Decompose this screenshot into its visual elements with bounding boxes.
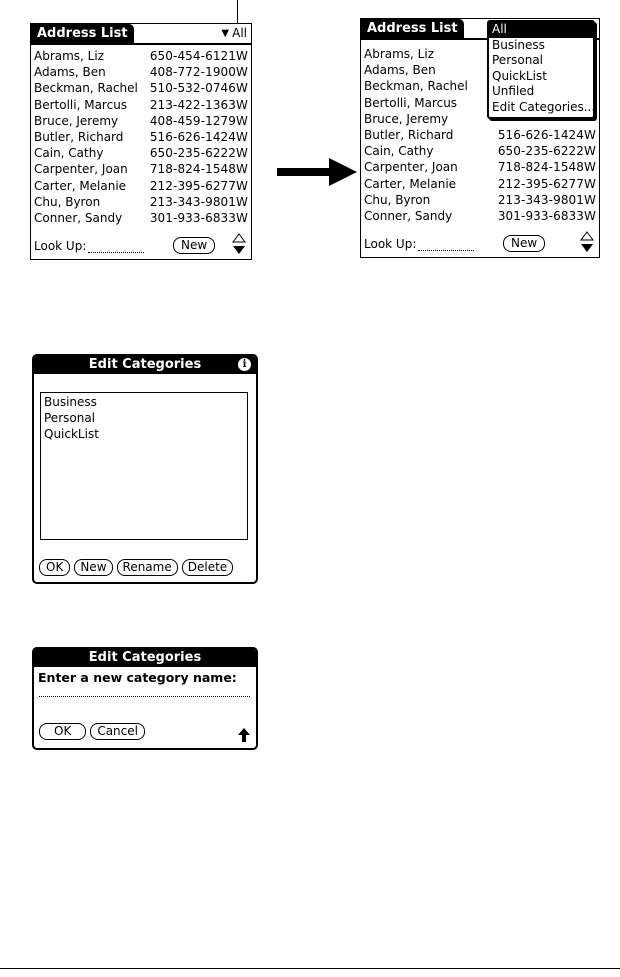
lookup-input[interactable] [418, 239, 474, 251]
category-option-personal[interactable]: Personal [492, 53, 544, 67]
list-item[interactable]: Business [44, 395, 97, 409]
category-picker-label: All [232, 26, 247, 40]
list-item[interactable]: Adams, Ben [364, 63, 436, 78]
list-item[interactable]: Carpenter, Joan 718-824-1548W [364, 160, 596, 175]
dialog-button-row [39, 723, 145, 740]
dropdown-triangle-icon: ▼ [221, 28, 230, 39]
lookup-label: Look Up: [364, 237, 417, 251]
dialog-button-row [39, 559, 233, 576]
list-item[interactable]: Abrams, Liz 650-454-6121W [34, 49, 248, 63]
new-button[interactable]: New [173, 237, 215, 254]
category-option-business[interactable]: Business [492, 37, 545, 52]
category-list [40, 392, 248, 540]
category-menu [487, 20, 595, 119]
list-item[interactable]: Carter, Melanie 212-395-6277W [34, 178, 248, 193]
category-option-unfiled[interactable]: Unfiled [492, 84, 535, 98]
address-list-screen [30, 23, 252, 260]
list-item[interactable]: Cain, Cathy 650-235-6222W [34, 146, 248, 161]
contact-list [34, 48, 248, 226]
list-item[interactable]: Bruce, Jeremy 408-459-1279W [34, 113, 248, 128]
dialog-title: Edit Categories [34, 649, 256, 667]
list-item[interactable]: Beckman, Rachel [364, 79, 468, 94]
lookup-input[interactable] [88, 241, 144, 253]
address-list-title-tab: Address List [361, 19, 464, 39]
shift-up-arrow-icon[interactable] [238, 728, 250, 742]
list-item[interactable]: Conner, Sandy 301-933-6833W [364, 208, 596, 223]
info-icon[interactable]: i [238, 358, 251, 371]
list-item[interactable]: Personal [44, 411, 96, 425]
new-button[interactable]: New [503, 235, 545, 252]
edit-categories-dialog [32, 354, 258, 584]
list-item[interactable]: Carpenter, Joan 718-824-1548W [34, 162, 248, 177]
list-item[interactable]: Abrams, Liz [364, 47, 435, 61]
category-option-quicklist[interactable]: QuickList [492, 68, 547, 83]
category-option-all[interactable]: All [489, 22, 593, 38]
category-option-edit-categories[interactable]: Edit Categories... [492, 99, 596, 114]
rename-button[interactable]: Rename [117, 559, 178, 576]
list-item[interactable]: Bruce, Jeremy [364, 111, 449, 126]
new-category-button[interactable]: New [74, 559, 112, 576]
new-category-prompt: Enter a new category name: [38, 670, 237, 685]
list-item[interactable]: Butler, Richard 516-626-1424W [34, 129, 248, 144]
list-item[interactable]: Bertolli, Marcus 213-422-1363W [34, 97, 248, 112]
dialog-title: Edit Categories i [34, 356, 256, 374]
list-item[interactable]: QuickList [44, 427, 99, 441]
delete-button[interactable]: Delete [182, 559, 233, 576]
list-item[interactable]: Bertolli, Marcus [364, 95, 458, 110]
list-item[interactable]: Conner, Sandy 301-933-6833W [34, 210, 248, 225]
ok-button[interactable]: OK [39, 559, 70, 576]
ok-button[interactable]: OK [39, 723, 86, 740]
address-list-screen-menu-open [360, 18, 600, 258]
category-name-input[interactable] [39, 696, 250, 697]
list-item[interactable]: Carter, Melanie 212-395-6277W [364, 176, 596, 191]
list-item[interactable]: Beckman, Rachel 510-532-0746W [34, 81, 248, 96]
title-underline [31, 43, 251, 45]
arrow-right-icon [277, 158, 357, 186]
scroll-arrows-icon[interactable] [580, 231, 594, 253]
lookup-field[interactable] [364, 237, 474, 251]
cancel-button[interactable]: Cancel [90, 723, 145, 740]
scroll-arrows-icon[interactable] [232, 233, 246, 255]
lookup-field[interactable] [34, 239, 144, 253]
list-item[interactable]: Chu, Byron 213-343-9801W [34, 194, 248, 209]
category-picker[interactable] [221, 25, 247, 42]
list-item[interactable]: Cain, Cathy 650-235-6222W [364, 144, 596, 159]
list-item[interactable]: Adams, Ben 408-772-1900W [34, 65, 248, 80]
new-category-dialog [32, 647, 258, 750]
page-footer-rule [0, 968, 620, 969]
list-item[interactable]: Chu, Byron 213-343-9801W [364, 192, 596, 207]
address-list-title-tab: Address List [31, 24, 134, 44]
list-item[interactable]: Butler, Richard 516-626-1424W [364, 127, 596, 142]
lookup-label: Look Up: [34, 239, 87, 253]
